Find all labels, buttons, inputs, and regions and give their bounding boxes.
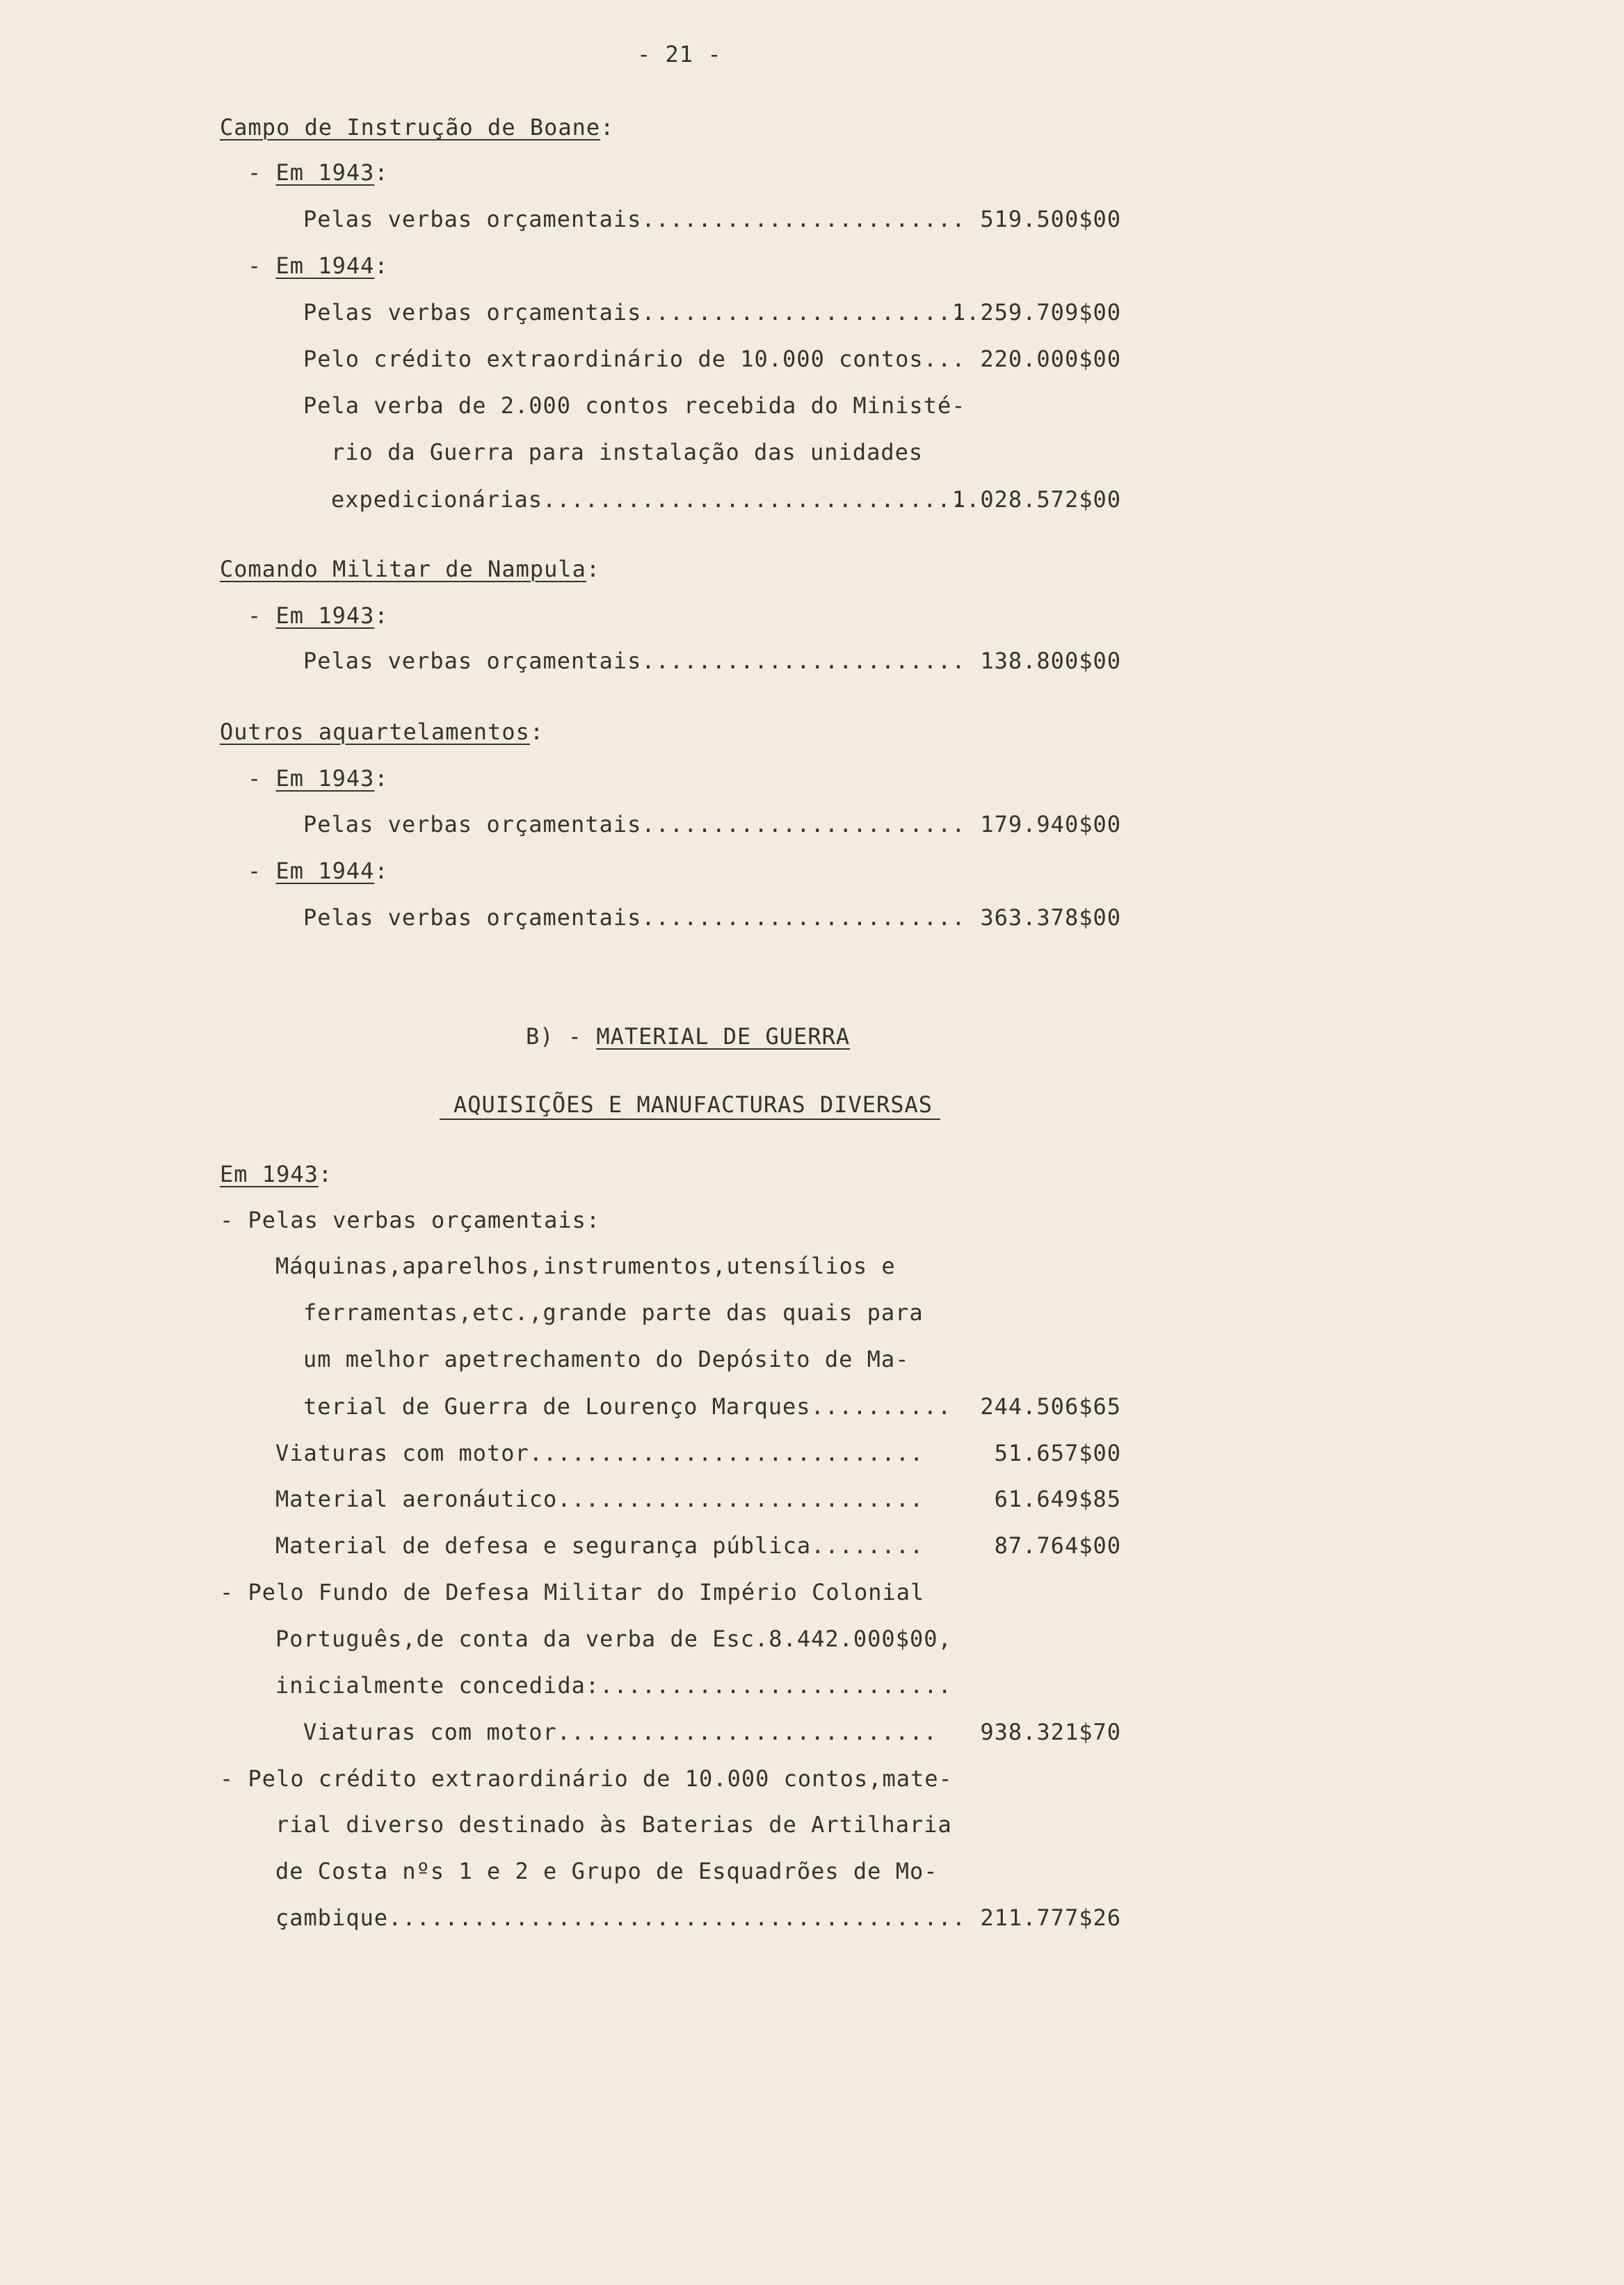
nampula-1943-label: - Em 1943: bbox=[248, 602, 389, 629]
outros-heading-text: Outros aquartelamentos bbox=[220, 719, 530, 745]
outros-1943-label: - Em 1943: bbox=[248, 765, 389, 792]
em1943-line-11: inicialmente concedida:......................... bbox=[275, 1672, 952, 1699]
section-b-title: B) - MATERIAL DE GUERRA bbox=[526, 1023, 851, 1050]
boane-heading: Campo de Instrução de Boane: bbox=[220, 114, 615, 141]
em1943-value-8: 87.764$00 bbox=[994, 1532, 1121, 1559]
nampula-heading: Comando Militar de Nampula: bbox=[220, 556, 601, 582]
boane-line-4: Pela verba de 2.000 contos recebida do Ministé- bbox=[303, 392, 966, 419]
boane-value-6: 1.028.572$00 bbox=[951, 486, 1121, 513]
boane-line-6: expedicionárias.............................. bbox=[331, 486, 965, 513]
year-1943: Em 1943 bbox=[275, 602, 375, 629]
em1943-value-5: 244.506$65 bbox=[980, 1393, 1121, 1420]
em1943-line-4: um melhor apetrechamento do Depósito de Ma- bbox=[303, 1346, 910, 1372]
em1943-line-13: - Pelo crédito extraordinário de 10.000 contos,mate- bbox=[220, 1765, 953, 1792]
outros-1944-label: - Em 1944: bbox=[248, 858, 389, 884]
boane-heading-text: Campo de Instrução de Boane bbox=[220, 114, 601, 141]
section-b-subtitle: AQUISIÇÕES E MANUFACTURAS DIVERSAS bbox=[440, 1091, 940, 1120]
em1943-line-2: Máquinas,aparelhos,instrumentos,utensílios e bbox=[275, 1253, 896, 1279]
em1943-line-8: Material de defesa e segurança pública........ bbox=[275, 1532, 924, 1559]
em1943-heading: Em 1943: bbox=[220, 1161, 333, 1187]
section-b-title-text: MATERIAL DE GUERRA bbox=[596, 1023, 851, 1050]
boane-line-5: rio da Guerra para instalação das unidades bbox=[331, 439, 924, 465]
outros-line-2: Pelas verbas orçamentais....................... bbox=[303, 904, 966, 931]
em1943-line-6: Viaturas com motor............................ bbox=[275, 1440, 924, 1466]
em1943-line-3: ferramentas,etc.,grande parte das quais para bbox=[303, 1299, 924, 1326]
boane-value-1: 519.500$00 bbox=[980, 206, 1121, 232]
boane-1943-label: - Em 1943: bbox=[248, 159, 389, 186]
outros-value-2: 363.378$00 bbox=[980, 904, 1121, 931]
em1943-line-7: Material aeronáutico.......................... bbox=[275, 1486, 924, 1512]
outros-heading: Outros aquartelamentos: bbox=[220, 719, 545, 745]
em1943-line-12: Viaturas com motor........................... bbox=[303, 1719, 938, 1745]
year-1943: Em 1943 bbox=[275, 765, 375, 792]
nampula-line-1: Pelas verbas orçamentais....................... bbox=[303, 648, 966, 674]
em1943-line-10: Português,de conta da verba de Esc.8.442.000$00, bbox=[275, 1626, 952, 1652]
boane-value-3: 220.000$00 bbox=[980, 346, 1121, 372]
em1943-line-15: de Costa nºs 1 e 2 e Grupo de Esquadrões de Mo- bbox=[275, 1858, 938, 1884]
boane-line-3: Pelo crédito extraordinário de 10.000 contos... bbox=[303, 346, 966, 372]
em1943-line-5: terial de Guerra de Lourenço Marques.......... bbox=[303, 1393, 952, 1420]
boane-line-1: Pelas verbas orçamentais....................... bbox=[303, 206, 966, 232]
em1943-heading-text: Em 1943 bbox=[220, 1161, 319, 1187]
em1943-line-1: - Pelas verbas orçamentais: bbox=[220, 1207, 601, 1233]
em1943-line-16: çambique......................................... bbox=[275, 1905, 967, 1931]
em1943-line-14: rial diverso destinado às Baterias de Artilharia bbox=[275, 1811, 952, 1838]
boane-1944-label: - Em 1944: bbox=[248, 252, 389, 279]
boane-line-2: Pelas verbas orçamentais....................... bbox=[303, 299, 966, 326]
outros-value-1: 179.940$00 bbox=[980, 811, 1121, 837]
page-number: - 21 - bbox=[637, 41, 722, 67]
em1943-value-16: 211.777$26 bbox=[980, 1905, 1121, 1931]
year-1944: Em 1944 bbox=[275, 858, 375, 884]
boane-value-2: 1.259.709$00 bbox=[951, 299, 1121, 326]
em1943-value-12: 938.321$70 bbox=[980, 1719, 1121, 1745]
nampula-value-1: 138.800$00 bbox=[980, 648, 1121, 674]
nampula-heading-text: Comando Militar de Nampula bbox=[220, 556, 586, 582]
outros-line-1: Pelas verbas orçamentais....................... bbox=[303, 811, 966, 837]
em1943-value-7: 61.649$85 bbox=[994, 1486, 1121, 1512]
year-1944: Em 1944 bbox=[275, 252, 375, 279]
em1943-line-9: - Pelo Fundo de Defesa Militar do Império Colonial bbox=[220, 1579, 925, 1605]
em1943-value-6: 51.657$00 bbox=[994, 1440, 1121, 1466]
year-1943: Em 1943 bbox=[275, 159, 375, 186]
